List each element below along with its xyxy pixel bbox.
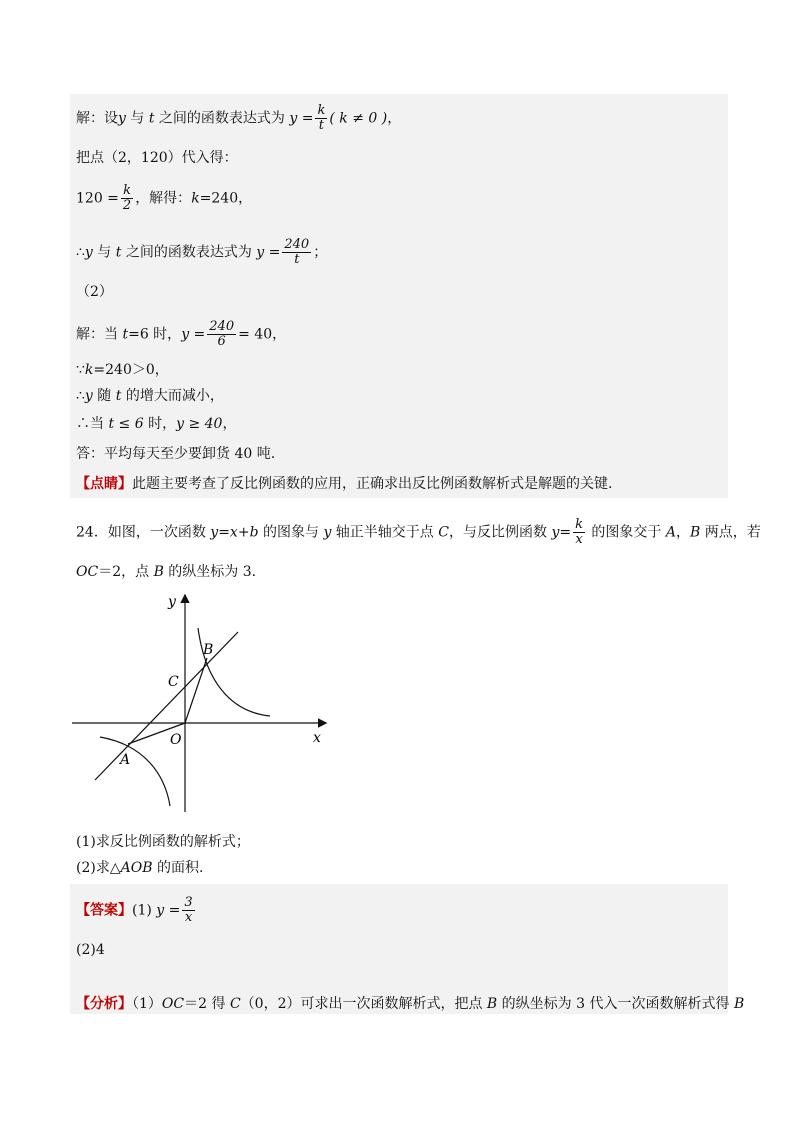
problem-line-2: OC＝2，点 B 的纵坐标为 3. (76, 564, 257, 580)
solution-line-2: 把点（2，120）代入得： (76, 150, 238, 166)
label-point-a: A (120, 752, 131, 768)
label-point-b: B (203, 642, 214, 658)
solution-line-7: ∵k=240＞0， (76, 362, 169, 378)
solution-line-4: ∴y 与 t 之间的函数表达式为 y = $\frac{240}{t}$ ； (76, 237, 328, 267)
solution-line-5: （2） (76, 284, 113, 300)
solution-line-1: 解：设y 与 t 之间的函数表达式为 y = $\frac{k}{t}$ ( k ≠ 0 )， (76, 103, 402, 133)
label-origin: O (170, 732, 182, 748)
function-graph-figure (60, 585, 350, 820)
question-1: (1)求反比例函数的解析式； (76, 834, 250, 850)
solution-line-8: ∴y 随 t 的增大而减小， (76, 388, 224, 404)
label-y-axis: y (168, 594, 176, 610)
label-point-c: C (168, 674, 179, 690)
hyperbola-branch-2 (100, 737, 170, 806)
segment-ob (185, 658, 207, 723)
fraction-240-over-6: $\frac{240}{6}$ (209, 319, 235, 349)
problem-line-1: 24．如图，一次函数 y=x+b 的图象与 y 轴正半轴交于点 C，与反比例函数 y= $\frac{k}{x}$ 的图象交于 A，B 两点，若 (76, 517, 761, 547)
fraction-k-over-x: $\frac{k}{x}$ (575, 517, 583, 547)
analysis-line-1: 【分析】（1）OC＝2 得 C（0，2）可求出一次函数解析式，把点 B 的纵坐标为 3 代入一次函数解析式得 B (76, 996, 745, 1012)
fraction-k-over-t: $\frac{k}{t}$ (317, 103, 326, 133)
solution-line-10: 答：平均每天至少要卸货 40 吨. (76, 446, 276, 462)
answer-line-2: (2)4 (76, 942, 105, 958)
fraction-240-over-t: $\frac{240}{t}$ (284, 237, 310, 267)
question-2: (2)求△AOB 的面积. (76, 860, 204, 876)
fraction-3-over-x: $\frac{3}{x}$ (184, 895, 193, 925)
solution-line-3: 120 = $\frac{k}{2}$ ，解得：k=240， (76, 183, 253, 213)
solution-line-6: 解：当 t=6 时，y = $\frac{240}{6}$ = 40， (76, 319, 287, 349)
solution-line-11: 【点睛】此题主要考查了反比例函数的应用，正确求出反比例函数解析式是解题的关键. (76, 476, 613, 492)
answer-line-1: 【答案】(1) y = $\frac{3}{x}$ (76, 895, 193, 925)
solution-line-9: ∴当 t ≤ 6 时，y ≥ 40， (76, 416, 237, 432)
label-x-axis: x (313, 730, 321, 746)
line-ab (95, 632, 238, 780)
fraction-k-over-2: $\frac{k}{2}$ (122, 183, 132, 213)
